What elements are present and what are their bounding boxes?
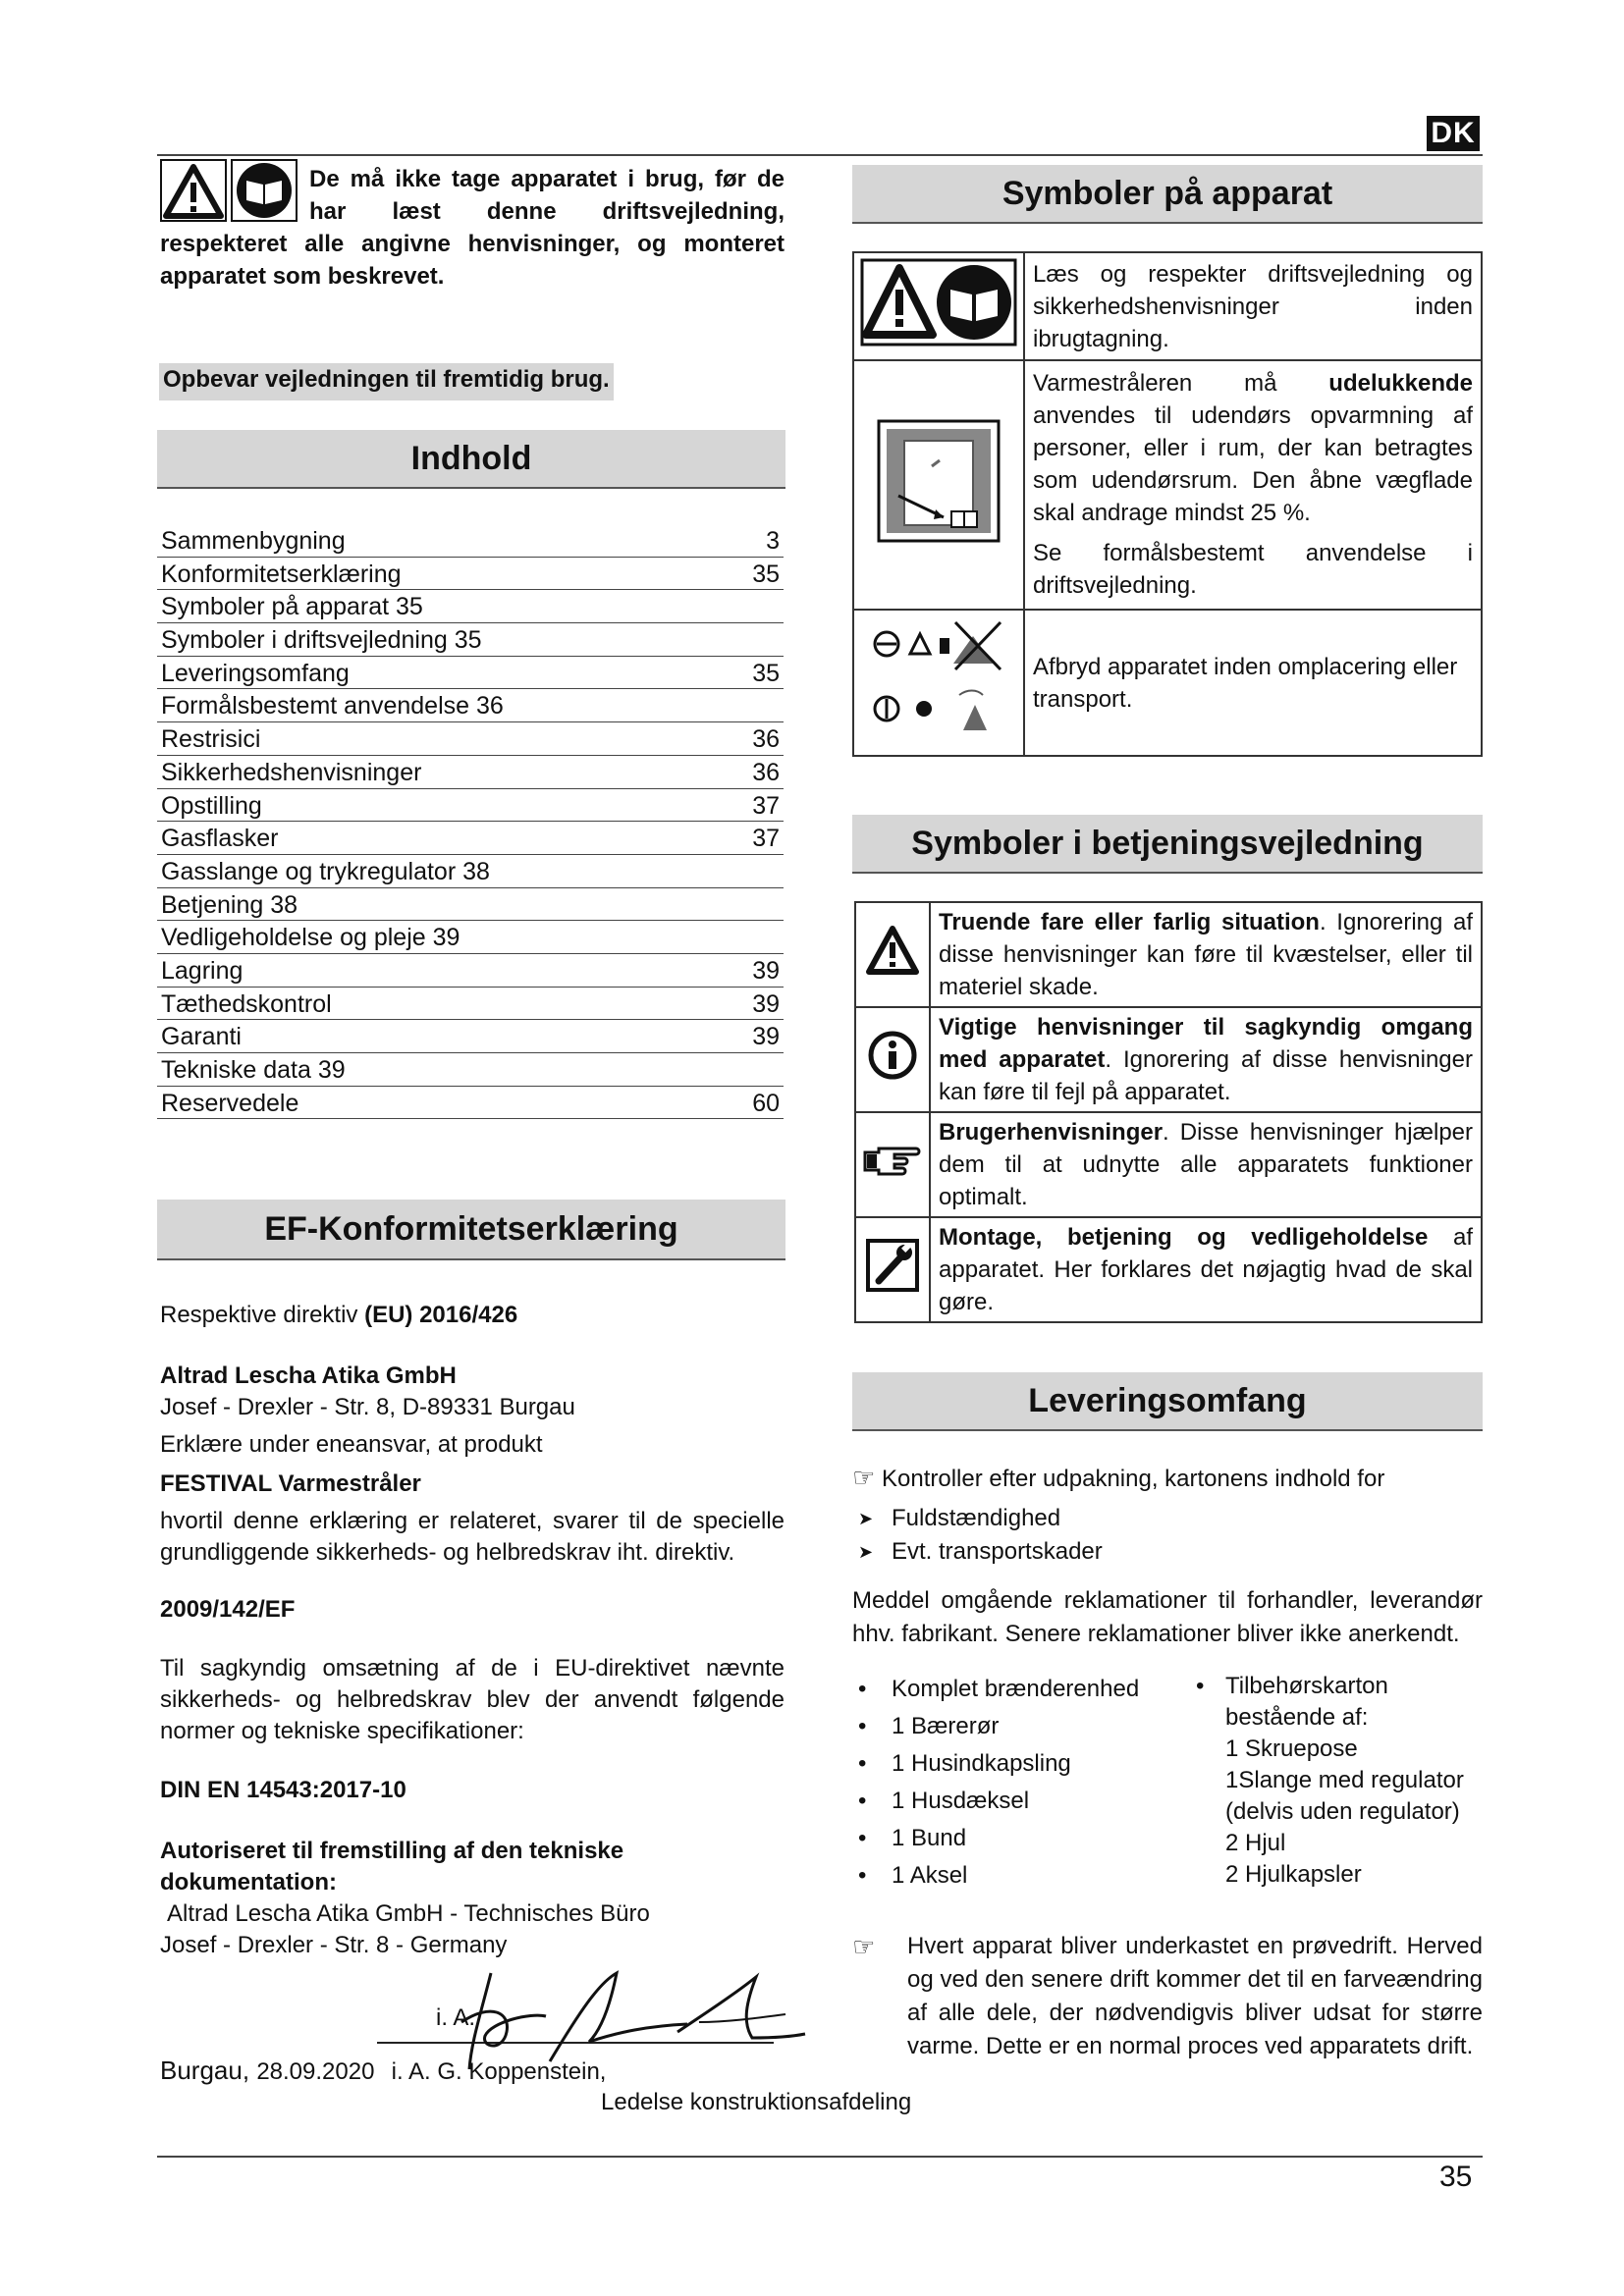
manual-symbol-row: [855, 1112, 1482, 1217]
signature-signer: i. A. G. Koppenstein,: [391, 2058, 607, 2085]
info-icon: [867, 1030, 918, 1081]
manual-desc: . Disse henvisninger hjælper dem til at udnytte alle apparatets funktioner optimalt.: [939, 1119, 1473, 1210]
list-item: • 1 Bund: [852, 1820, 1176, 1857]
toc-label: Sammenbygning: [161, 527, 346, 555]
list-item: 2 Hjulkapsler: [1225, 1861, 1362, 1888]
manual-symbol-text: [930, 1112, 1482, 1217]
warning-icon: [865, 925, 920, 976]
manual-icon-cell: [855, 1217, 930, 1322]
list-item: 1 Skruepose: [1225, 1735, 1358, 1762]
symbol-row: [853, 360, 1482, 610]
manual-symbol-row: [855, 902, 1482, 1007]
toc-row: [157, 1020, 784, 1053]
symbol-text-cell: [1024, 360, 1482, 610]
transport-icon: [865, 614, 1012, 742]
manual-symbol-row: [855, 1217, 1482, 1322]
delivery-test-run: [852, 1930, 1483, 2063]
header-rule: [157, 154, 1483, 156]
toc-page: 36: [752, 758, 780, 786]
toc-label: Gasflasker: [161, 825, 279, 853]
signature-date: 28.09.2020: [256, 2058, 375, 2085]
company-name: Altrad Lescha Atika GmbH: [160, 1362, 457, 1389]
toc-row: [157, 722, 784, 756]
toc-row: [157, 657, 784, 690]
list-item: ➤ Evt. transportskader: [852, 1535, 1483, 1569]
delivery-heading: Leveringsomfang: [852, 1372, 1483, 1431]
product-name: FESTIVAL Varmestråler: [160, 1470, 421, 1497]
manual-desc: . Ignorering af disse henvisninger kan føre til kvæstelser, eller til materiel skade.: [939, 909, 1473, 1000]
warning-triangle-icon: [160, 159, 227, 222]
test-run-text: Hvert apparat bliver underkastet en prøvedrift. Herved og ved den senere drift kommer det til en farveændring af alle dele, der nødvendigvis bliver udsat for større varme. Dette er en normal proces ved apparatets drift.: [907, 1933, 1483, 2059]
toc-label: Symboler i driftsvejledning 35: [161, 626, 482, 655]
list-item: • 1 Husindkapsling: [852, 1745, 1176, 1783]
applied-standards-text: Til sagkyndig omsætning af de i EU-direktivet nævnte sikkerheds- og helbredskrav blev der anvendt følgende normer og tekniske specifikationer:: [160, 1655, 785, 1744]
page-number: 35: [1439, 2161, 1473, 2193]
relates-text: hvortil denne erklæring er relateret, svarer til de specielle grundliggende sikkerheds- og helbredskrav iht. direktiv.: [160, 1508, 785, 1566]
toc-page: 37: [752, 825, 780, 853]
list-item: 2 Hjul: [1225, 1830, 1286, 1856]
toc-label: Opstilling: [161, 791, 262, 820]
toc-page: 37: [752, 791, 780, 820]
manual-icon-cell: [855, 902, 930, 1007]
list-item: • 1 Husdæksel: [852, 1783, 1176, 1820]
delivery-complaint: Meddel omgående reklamationer til forhandler, leverandør hhv. fabrikant. Senere reklamationer bliver ikke anerkendt.: [852, 1587, 1483, 1647]
intro-paragraph: [160, 163, 785, 293]
tech-office: Altrad Lescha Atika GmbH - Technisches Büro: [167, 1900, 650, 1927]
toc-row: [157, 590, 784, 623]
delivery-check-text: Kontroller efter udpakning, kartonens indhold for: [881, 1466, 1385, 1492]
list-item: ➤ Fuldstændighed: [852, 1502, 1483, 1535]
delivery-right-items: [1190, 1734, 1485, 1891]
signature-place: Burgau,: [160, 2056, 250, 2085]
manual-symbol-row: [855, 1007, 1482, 1112]
symbols-device-heading: Symboler på apparat: [852, 165, 1483, 224]
intro-icons: [160, 159, 298, 222]
manual-desc: . Ignorering af disse henvisninger kan føre til fejl på apparatet.: [939, 1046, 1473, 1105]
toc-label: Garanti: [161, 1023, 242, 1051]
symbol-icon-cell: [853, 360, 1024, 610]
company-address: Josef - Drexler - Str. 8, D-89331 Burgau: [160, 1394, 575, 1420]
toc-label: Leveringsomfang: [161, 659, 350, 687]
toc-row: [157, 855, 784, 888]
manual-bold: Truende fare eller farlig situation: [939, 909, 1320, 935]
list-item: • 1 Aksel: [852, 1857, 1176, 1895]
directive-prefix: Respektive direktiv: [160, 1302, 358, 1328]
tech-address: Josef - Drexler - Str. 8 - Germany: [160, 1932, 508, 1958]
toc-label: Lagring: [161, 956, 244, 985]
read-manual-icon: [231, 159, 298, 222]
manual-symbol-text: [930, 1007, 1482, 1112]
toc-page: 39: [752, 956, 780, 985]
symbols-manual-heading: Symboler i betjeningsvejledning: [852, 815, 1483, 874]
delivery-left-list: [852, 1671, 1176, 1895]
symbol-text: Læs og respekter driftsvejledning og sikkerhedshenvisninger inden ibrugtagning.: [1024, 252, 1482, 360]
toc-row: [157, 921, 784, 954]
delivery-right-box: [1190, 1671, 1485, 1891]
outdoor-text-a: Varmestråleren må: [1033, 370, 1277, 397]
toc-label: Tæthedskontrol: [161, 989, 332, 1018]
list-item: • 1 Bærerør: [852, 1708, 1176, 1745]
list-item: 1Slange med regulator (delvis uden regulator): [1225, 1767, 1464, 1825]
list-item: • Tilbehørskarton bestående af:: [1190, 1671, 1485, 1734]
manual-symbol-text: [930, 902, 1482, 1007]
toc-row: [157, 954, 784, 988]
manual-icon-cell: [855, 1112, 930, 1217]
toc-label: Symboler på apparat 35: [161, 593, 423, 621]
toc-label: Formålsbestemt anvendelse 36: [161, 692, 504, 721]
toc-page: 35: [752, 560, 780, 588]
manual-bold: Brugerhenvisninger: [939, 1119, 1164, 1146]
toc-label: Gasslange og trykregulator 38: [161, 857, 490, 885]
toc-row: [157, 623, 784, 657]
symbol-outdoor-text: [1033, 367, 1473, 529]
signature-graphic: [452, 1953, 815, 2071]
manual-bold: Montage, betjening og vedligeholdelse: [939, 1224, 1429, 1251]
delivery-check-list: [852, 1502, 1483, 1569]
authorized-text: Autoriseret til fremstilling af den tekniske dokumentation:: [160, 1838, 624, 1896]
symbol-icon-cell: [853, 610, 1024, 756]
symbol-text: Afbryd apparatet inden omplacering eller transport.: [1024, 610, 1482, 756]
toc-row: [157, 1087, 784, 1120]
toc-row: [157, 756, 784, 789]
directive-line: [160, 1300, 785, 1331]
outdoor-text-b: anvendes til udendørs opvarmning af personer, eller i rum, der kan betragtes som udendørsrum. Den åbne vægflade skal andrage mindst 25 %.: [1033, 402, 1473, 526]
norm-number: DIN EN 14543:2017-10: [160, 1777, 406, 1803]
toc-row: [157, 888, 784, 922]
toc-label: Betjening 38: [161, 890, 298, 919]
toc-page: 60: [752, 1089, 780, 1117]
toc-label: Restrisici: [161, 725, 261, 754]
toc-row: [157, 524, 784, 558]
declaration-line: Erklære under eneansvar, at produkt: [160, 1431, 543, 1458]
toc-label: Reservedele: [161, 1089, 299, 1117]
toc-page: 39: [752, 989, 780, 1018]
manual-icon-cell: [855, 1007, 930, 1112]
symbol-usage-text: Se formålsbestemt anvendelse i driftsvejledning.: [1033, 540, 1473, 599]
manual-bold: Vigtige henvisninger til sagkyndig omgang med apparatet: [939, 1014, 1473, 1073]
delivery-right-list: [1190, 1671, 1485, 1734]
toc-row: [157, 822, 784, 855]
symbol-icon-cell: [853, 252, 1024, 360]
toc-row: [157, 988, 784, 1021]
symbols-manual-table: [854, 901, 1483, 1323]
toc-row: [157, 689, 784, 722]
language-badge: DK: [1427, 116, 1480, 151]
toc-heading: Indhold: [157, 430, 785, 489]
symbols-device-table: [852, 251, 1483, 757]
toc-page: 35: [752, 659, 780, 687]
ef-heading: EF-Konformitetserklæring: [157, 1200, 785, 1260]
keep-manual-note: Opbevar vejledningen til fremtidig brug.: [159, 363, 614, 400]
toc-row: [157, 789, 784, 823]
toc-label: Konformitetserklæring: [161, 560, 402, 588]
manual-desc: af apparatet. Her forklares det nøjagtig hvad de skal gøre.: [939, 1224, 1473, 1315]
outdoor-text-bold: udelukkende: [1328, 370, 1473, 397]
pointing-hand-icon: ☞: [852, 1463, 876, 1492]
toc-row: [157, 1053, 784, 1087]
warning-manual-icons: [860, 258, 1017, 347]
directive-2009: 2009/142/EF: [160, 1596, 296, 1623]
toc-label: Tekniske data 39: [161, 1056, 346, 1084]
intro-text: De må ikke tage apparatet i brug, før de har læst denne driftsvejledning, respekteret alle angivne henvisninger, og monteret apparatet som beskrevet.: [160, 166, 785, 290]
delivery-check: [852, 1461, 1483, 1496]
symbol-row: [853, 252, 1482, 360]
outdoor-room-icon: [875, 417, 1002, 545]
toc-page: 39: [752, 1023, 780, 1051]
toc-label: Vedligeholdelse og pleje 39: [161, 924, 460, 952]
signature-place-date: [160, 2056, 606, 2086]
list-item: • Komplet brænderenhed: [852, 1671, 1176, 1708]
toc-page: 3: [766, 527, 780, 555]
symbol-row: [853, 610, 1482, 756]
footer-rule: [157, 2156, 1483, 2158]
signature-department: Ledelse konstruktionsafdeling: [601, 2089, 912, 2115]
directive-number: (EU) 2016/426: [364, 1302, 518, 1328]
signature-ia: i. A.: [436, 2004, 476, 2031]
manual-symbol-text: [930, 1217, 1482, 1322]
pointing-hand-icon: [861, 1141, 924, 1180]
wrench-icon: [865, 1238, 920, 1293]
pointing-hand-icon: ☞: [852, 1932, 876, 1961]
toc-label: Sikkerhedshenvisninger: [161, 758, 422, 786]
toc-page: 36: [752, 725, 780, 754]
toc-row: [157, 558, 784, 591]
table-of-contents: [157, 524, 784, 1119]
